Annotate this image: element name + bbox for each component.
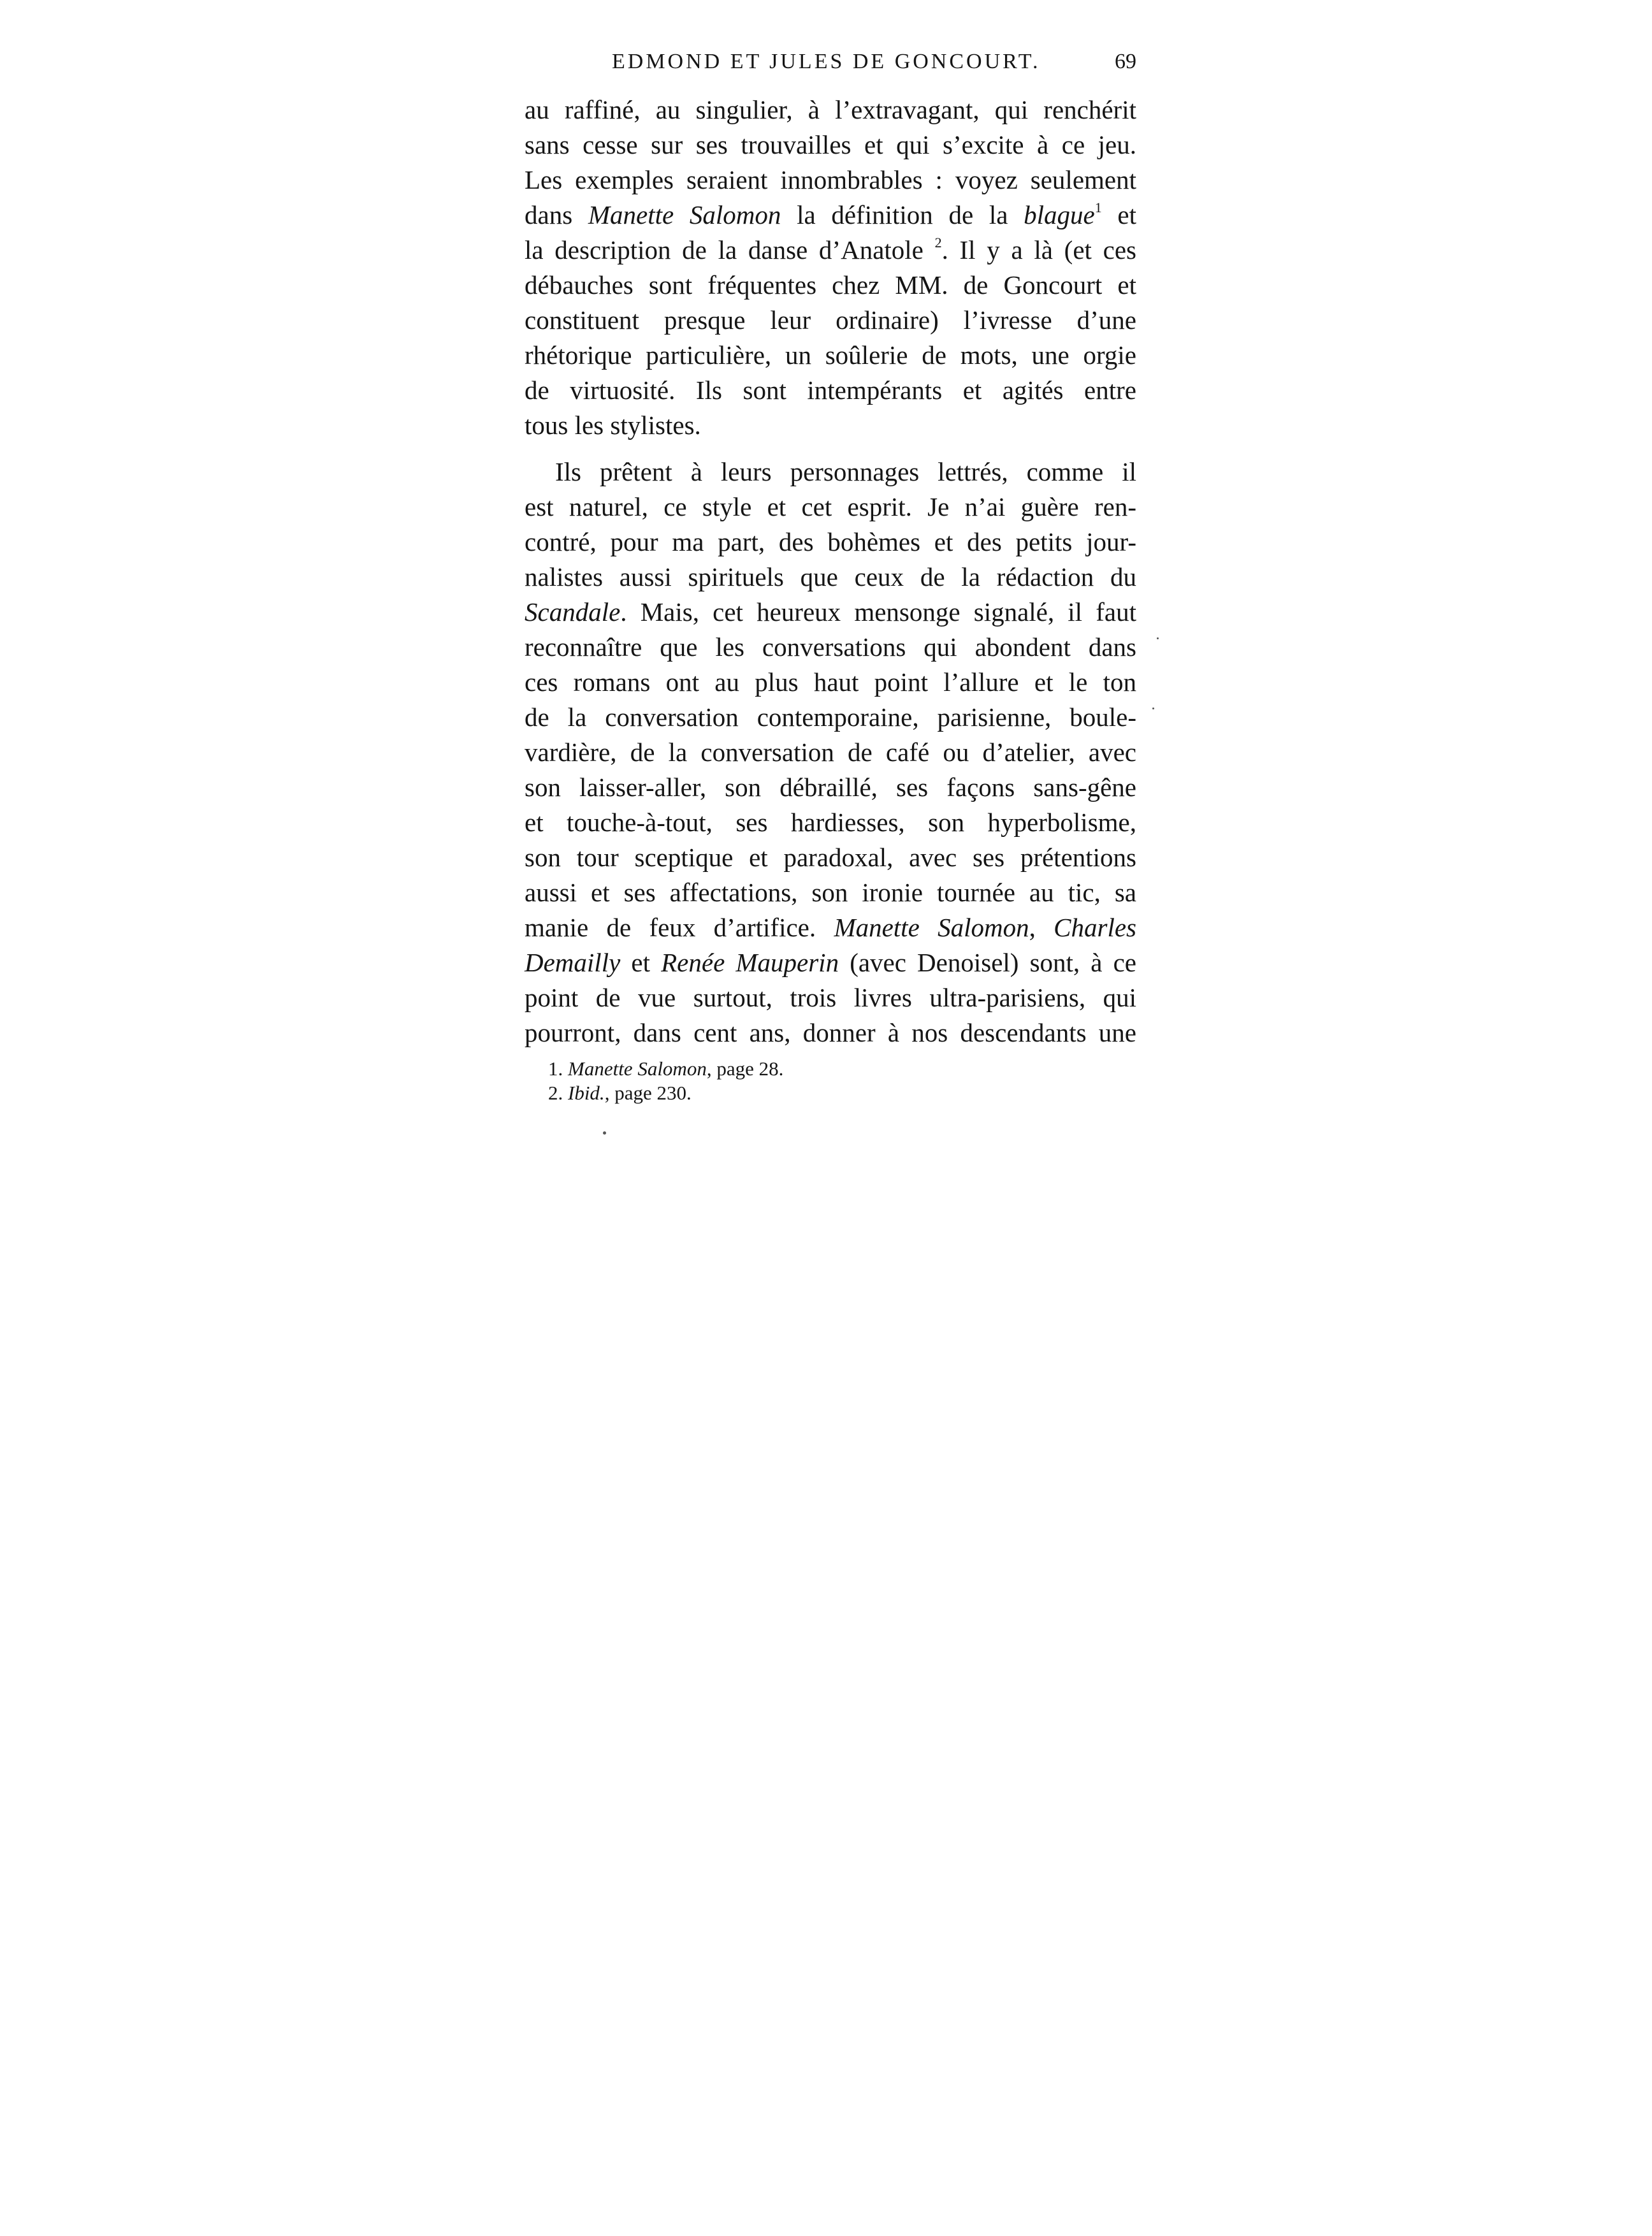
italic-title: Manette Salomon xyxy=(834,913,1029,942)
text-line: rhétorique particulière, un soûlerie de mots, une orgie xyxy=(525,340,1136,370)
text-line: reconnaître que les conversations qui abondent dans xyxy=(525,632,1136,662)
paragraph-2 xyxy=(525,454,1136,1050)
italic-title: Manette Salomon xyxy=(588,200,781,229)
footnote: 1. Manette Salomon, page 28. xyxy=(548,1057,784,1080)
text-line: débauches sont fréquentes chez MM. de Goncourt et xyxy=(525,270,1136,300)
ink-speck xyxy=(603,1131,606,1135)
text-line: et touche-à-tout, ses hardiesses, son hyperbolisme, xyxy=(525,808,1136,837)
text-line: nalistes aussi spirituels que ceux de la rédaction du xyxy=(525,562,1136,592)
text-line: contré, pour ma part, des bohèmes et des petits jour- xyxy=(525,527,1136,556)
text-line: vardière, de la conversation de café ou d’atelier, avec xyxy=(525,737,1136,767)
italic-title: Scandale xyxy=(525,597,621,627)
text-line: la description de la danse d’Anatole $^2$. Il y a là (et ces xyxy=(525,235,1136,265)
italic-title: Charles xyxy=(1054,913,1136,942)
footnote-ref: 1 xyxy=(1094,200,1102,215)
text-line: sans cesse sur ses trouvailles et qui s’excite à ce jeu. xyxy=(525,130,1136,159)
text-line: Scandale. Mais, cet heureux mensonge signalé, il faut xyxy=(525,597,1136,627)
text-line: au raffiné, au singulier, à l’extravagant, qui renchérit xyxy=(525,95,1136,124)
footnote-ref: 2 xyxy=(934,235,942,250)
body-text xyxy=(525,92,1136,1050)
ink-speck xyxy=(1157,637,1159,639)
text-line: point de vue surtout, trois livres ultra-parisiens, qui xyxy=(525,983,1136,1012)
text-line: Ils prêtent à leurs personnages lettrés, comme il xyxy=(555,457,1136,486)
footnotes xyxy=(548,1057,1122,1105)
text-line: est naturel, ce style et cet esprit. Je n’ai guère ren- xyxy=(525,492,1136,521)
text-line: manie de feux d’artifice. Manette Salomon, Charles xyxy=(525,913,1136,942)
italic-title: Demailly xyxy=(525,948,621,977)
text-line: son tour sceptique et paradoxal, avec ses prétentions xyxy=(525,843,1136,872)
text-line: pourront, dans cent ans, donner à nos descendants une xyxy=(525,1018,1136,1047)
running-title: EDMOND ET JULES DE GONCOURT. xyxy=(612,50,1041,73)
text-line: de virtuosité. Ils sont intempérants et agités entre xyxy=(525,375,1136,405)
text-line: Les exemples seraient innombrables : voyez seulement xyxy=(525,165,1136,194)
italic-title: Renée Mauperin xyxy=(661,948,839,977)
running-head xyxy=(525,50,1136,82)
footnote: 2. Ibid., page 230. xyxy=(548,1082,692,1104)
paragraph-1 xyxy=(525,92,1136,443)
text-line: Demailly et Renée Mauperin (avec Denoisel) sont, à ce xyxy=(525,948,1136,977)
text-line: son laisser-aller, son débraillé, ses façons sans-gêne xyxy=(525,773,1136,802)
text-line: tous les stylistes. xyxy=(525,410,701,440)
italic-term: blague xyxy=(1024,200,1095,229)
page-number: 69 xyxy=(1115,50,1136,73)
ink-speck xyxy=(1152,708,1154,709)
text-line: dans Manette Salomon la définition de la blague$^1$ et xyxy=(525,200,1136,229)
text-line: constituent presque leur ordinaire) l’ivresse d’une xyxy=(525,305,1136,335)
text-line: ces romans ont au plus haut point l’allure et le ton xyxy=(525,667,1136,697)
text-line: de la conversation contemporaine, parisienne, boule- xyxy=(525,702,1136,732)
text-line: aussi et ses affectations, son ironie tournée au tic, sa xyxy=(525,878,1136,907)
